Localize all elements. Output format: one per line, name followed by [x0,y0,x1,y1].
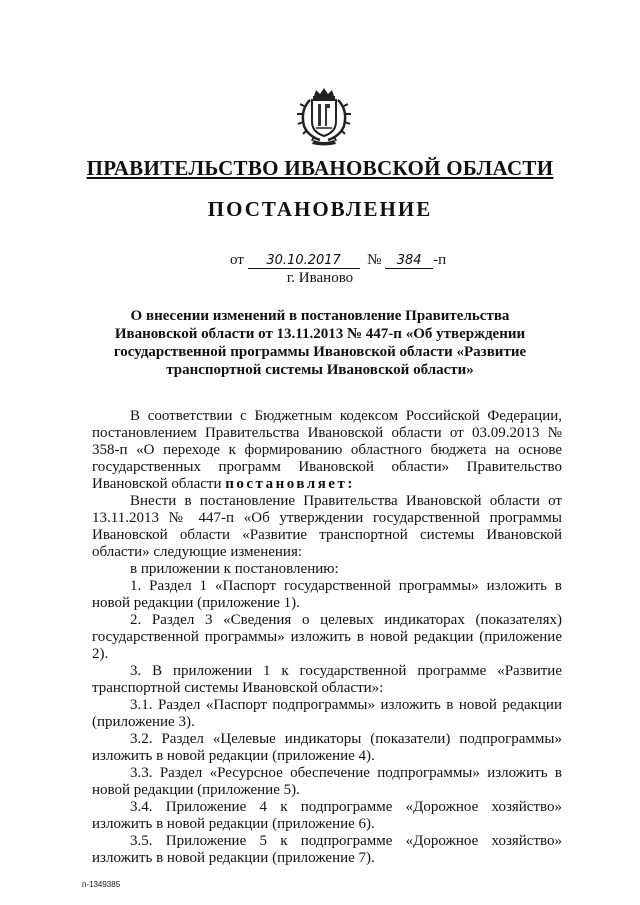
city: г. Иваново [286,270,354,286]
list-item: 3.3. Раздел «Ресурсное обеспечение подпрограммы» изложить в новой редакции (приложение 5). [92,765,562,798]
list-item: 3.2. Раздел «Целевые индикаторы (показатели) подпрограммы» изложить в новой редакции (приложение 4). [92,731,562,764]
number-suffix: -п [433,252,447,268]
preamble-paragraph [92,408,562,493]
authority-title: ПРАВИТЕЛЬСТВО ИВАНОВСКОЙ ОБЛАСТИ [86,156,554,180]
list-item: 3.4. Приложение 4 к подпрограмме «Дорожное хозяйство» изложить в новой редакции (приложение 6). [92,799,562,832]
preamble-text: В соответствии с Бюджетным кодексом Российской Федерации, постановлением Правительства Ивановской области от 03.09.2013 № 358-п «О переходе к формированию областного бюджета на основе государственных программ Ивановской области» Правительство Ивановской области [92,408,562,492]
list-item: 2. Раздел 3 «Сведения о целевых индикаторах (показателях) государственной программы» изложить в новой редакции (приложение 2). [92,612,562,662]
document-code: п-1349385 [82,880,121,889]
number-label: № [367,252,382,268]
list-item: 3.5. Приложение 5 к подпрограмме «Дорожное хозяйство» изложить в новой редакции (приложение 7). [92,833,562,866]
from-label: от [230,252,244,268]
decree-word: постановляет: [225,476,355,492]
list-item: 3. В приложении 1 к государственной программе «Развитие транспортной системы Ивановской области»: [92,663,562,696]
document-type: ПОСТАНОВЛЕНИЕ [207,197,433,221]
ivanovo-coat-of-arms-icon [292,86,356,146]
document-date: 30.10.2017 [248,254,360,269]
list-item: 1. Раздел 1 «Паспорт государственной программы» изложить в новой редакции (приложение 1). [92,578,562,611]
list-item: 3.1. Раздел «Паспорт подпрограммы» изложить в новой редакции (приложение 3). [92,697,562,730]
document-body [92,408,562,867]
document-number: 384 [385,254,433,269]
date-number-line [230,252,446,269]
annex-intro: в приложении к постановлению: [130,561,339,577]
intro-paragraph: Внести в постановление Правительства Ивановской области от 13.11.2013 № 447-п «Об утверждении государственной программы Ивановской области «Развитие транспортной системы Ивановской области» следующие изменения: [92,493,562,560]
document-subject: О внесении изменений в постановление Правительства Ивановской области от 13.11.2013 № 447-п «Об утверждении государственной программы Ивановской области «Развитие транспортной системы Ивановской области» [113,308,527,378]
